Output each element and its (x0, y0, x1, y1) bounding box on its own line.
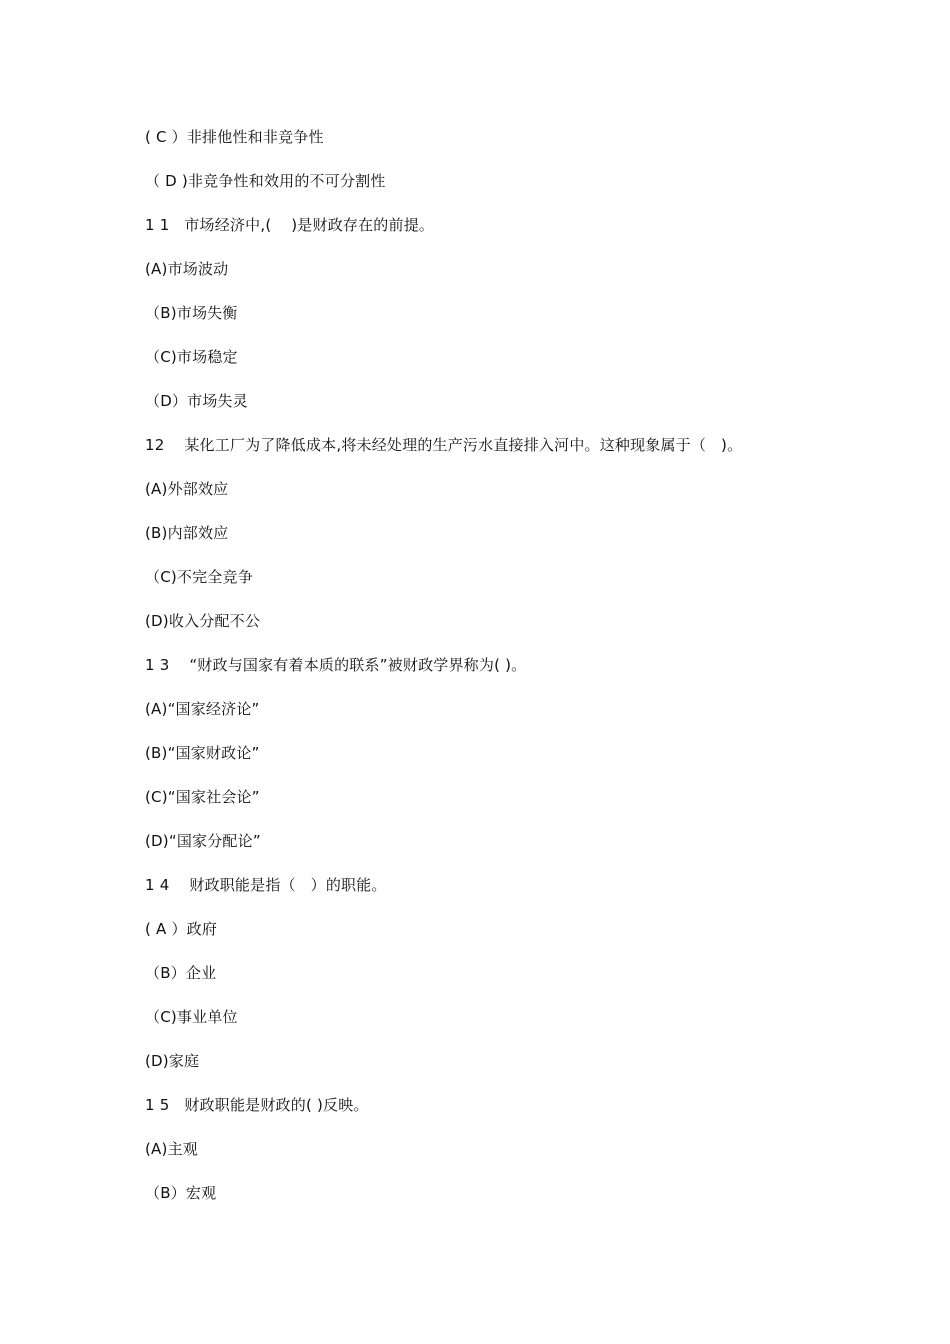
option-line: (A)主观 (145, 1140, 198, 1158)
question-line: 1 1 市场经济中,( )是财政存在的前提。 (145, 216, 435, 234)
option-line: (D)“国家分配论” (145, 832, 261, 850)
option-line: (C)“国家社会论” (145, 788, 260, 806)
option-line: (A)“国家经济论” (145, 700, 260, 718)
option-line: (B)内部效应 (145, 524, 229, 542)
option-line: (D)家庭 (145, 1052, 200, 1070)
option-line: （ D )非竞争性和效用的不可分割性 (145, 172, 386, 190)
option-line: （C)事业单位 (145, 1008, 238, 1026)
question-line: 1 3 “财政与国家有着本质的联系”被财政学界称为( )。 (145, 656, 527, 674)
question-line: 12 某化工厂为了降低成本,将未经处理的生产污水直接排入河中。这种现象属于（ )。 (145, 436, 743, 454)
option-line: （B)市场失衡 (145, 304, 238, 322)
question-line: 1 4 财政职能是指（ ）的职能。 (145, 876, 387, 894)
document-body (145, 126, 905, 1226)
option-line: (A)外部效应 (145, 480, 229, 498)
option-line: ( C ）非排他性和非竞争性 (145, 128, 324, 146)
option-line: ( A ）政府 (145, 920, 218, 938)
option-line: （B）宏观 (145, 1184, 217, 1202)
option-line: （C)不完全竞争 (145, 568, 253, 586)
option-line: (A)市场波动 (145, 260, 229, 278)
option-line: （B）企业 (145, 964, 217, 982)
option-line: （C)市场稳定 (145, 348, 238, 366)
option-line: (B)“国家财政论” (145, 744, 260, 762)
option-line: （D）市场失灵 (145, 392, 248, 410)
option-line: (D)收入分配不公 (145, 612, 261, 630)
question-line: 1 5 财政职能是财政的( )反映。 (145, 1096, 369, 1114)
